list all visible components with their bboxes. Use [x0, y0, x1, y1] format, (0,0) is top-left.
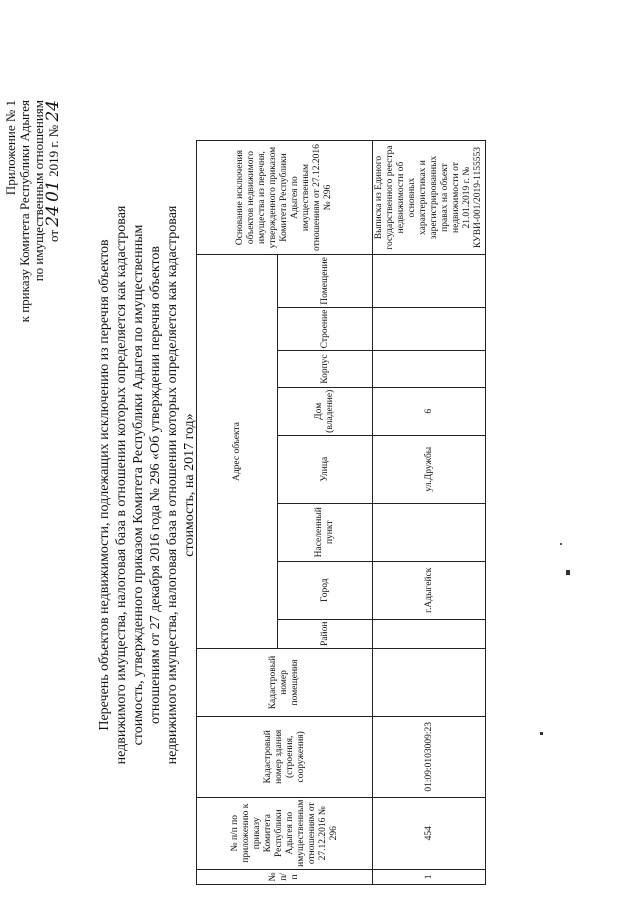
header-np: Населенный пункт [278, 503, 373, 561]
cell-dom: 6 [373, 387, 486, 435]
header-pom: Помещение [278, 255, 373, 308]
header-osnov: Основание исключения объектов недвижимого имущества из перечня, утвержденного приказом Комитета Республики Адыгея по имущественным отношениям от 27.12.2016 № 296 [197, 141, 373, 255]
header-num: № п/п [197, 869, 373, 884]
table-header-row [197, 141, 278, 885]
appendix-header [4, 100, 61, 460]
scan-speck [566, 570, 570, 575]
date-year: 2019 г. № [46, 124, 61, 177]
cell-city: г.Адыгейск [373, 561, 486, 619]
appendix-order: к приказу Комитета Республики Адыгея [17, 100, 32, 323]
document-title: Перечень объектов недвижимости, подлежащих исключению из перечня объектов недвижимого имущества, налоговая база в отношении которых определяется как кадастровая стоимость, утвержденного приказом Комитета Республики Адыгея по имущественным отношениям от 27 декабря 2016 года № 296 «Об утверждении перечня объектов недвижимого имущества, налоговая база в отношении которых определяется как кадастровая стоимость, на 2017 год» [97, 205, 197, 765]
appendix-title: Приложение № 1 [3, 100, 18, 196]
cell-raion [373, 619, 486, 648]
appendix-committee: по имущественным отношениям [31, 100, 46, 282]
header-korp: Корпус [278, 351, 373, 387]
cell-prilozh: 454 [373, 797, 486, 869]
header-kad-building: Кадастровый номер здания (строения, сооружения) [197, 717, 373, 798]
order-number: 24 [43, 100, 63, 122]
objects-table [196, 140, 486, 885]
header-address: Адрес объекта [197, 255, 278, 649]
cell-pom [373, 255, 486, 308]
cell-korp [373, 351, 486, 387]
header-street: Улица [278, 435, 373, 503]
cell-street: ул.Дружбы [373, 435, 486, 503]
cell-np [373, 503, 486, 561]
cell-kad-building: 01:09:0103009:23 [373, 717, 486, 798]
header-prilozh: № п/п по приложению к приказу Комитета Республики Адыгея по имущественным отношениям от 27.12.2016 № 296 [197, 797, 373, 869]
date-day: 24 [43, 205, 63, 227]
cell-osnov: Выписка из Единого государственного реестра недвижимости об основных характеристиках и зарегистрированных правах на объект недвижимости от 21.01.2019 г. № КУВИ-001/2019-1155553 [373, 141, 486, 255]
cell-kad-room [373, 648, 486, 716]
header-kad-room: Кадастровый номер помещения [197, 648, 373, 716]
cell-str [373, 307, 486, 351]
date-prefix: от [46, 229, 61, 242]
cell-num: 1 [373, 869, 486, 884]
header-dom: Дом (владение) [278, 387, 373, 435]
header-str: Строение [278, 307, 373, 351]
header-city: Город [278, 561, 373, 619]
header-raion: Район [278, 619, 373, 648]
scan-speck [540, 732, 543, 735]
table-row [373, 141, 486, 885]
appendix-date-line [43, 100, 63, 460]
date-month: 01 [43, 180, 63, 202]
scan-speck [560, 543, 562, 545]
